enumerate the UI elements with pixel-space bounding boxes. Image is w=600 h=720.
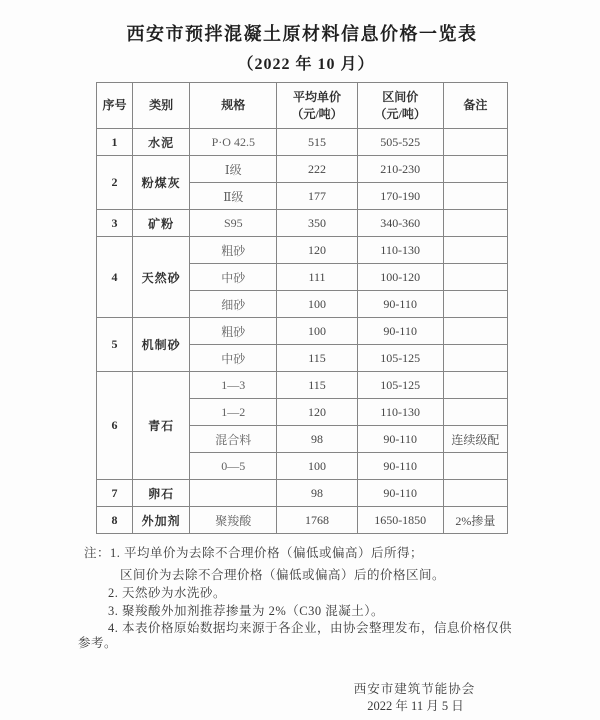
- avg-price-cell: 120: [277, 399, 357, 426]
- range-price-cell: 110-130: [357, 399, 443, 426]
- remark-cell: [443, 183, 507, 210]
- category-cell: 水泥: [133, 129, 190, 156]
- spec-cell: 细砂: [190, 291, 277, 318]
- spec-cell: [190, 480, 277, 507]
- spec-cell: 0—5: [190, 453, 277, 480]
- category-cell: 机制砂: [133, 318, 190, 372]
- table-row: [97, 129, 508, 156]
- col-header-range-price: [357, 83, 443, 129]
- category-cell: 卵石: [133, 480, 190, 507]
- col-header-avg-line2: （元/吨）: [291, 106, 343, 121]
- range-price-cell: 90-110: [357, 453, 443, 480]
- range-price-cell: 505-525: [357, 129, 443, 156]
- col-header-range-line1: 区间价: [382, 90, 419, 105]
- range-price-cell: 110-130: [357, 237, 443, 264]
- avg-price-cell: 1768: [277, 507, 357, 534]
- remark-cell: [443, 156, 507, 183]
- table-row: [97, 318, 508, 345]
- range-price-cell: 340-360: [357, 210, 443, 237]
- remark-cell: [443, 237, 507, 264]
- table-row: [97, 237, 508, 264]
- avg-price-cell: 515: [277, 129, 357, 156]
- note-line-2: 区间价为去除不合理价格（偏低或偏高）后的价格区间。: [120, 568, 446, 582]
- table-row: [97, 210, 508, 237]
- price-table: [96, 82, 508, 534]
- remark-cell: [443, 210, 507, 237]
- index-cell: 8: [97, 507, 133, 534]
- remark-cell: [443, 453, 507, 480]
- table-header-row: [97, 83, 508, 129]
- remark-cell: [443, 291, 507, 318]
- spec-cell: 中砂: [190, 264, 277, 291]
- index-cell: 2: [97, 156, 133, 210]
- table-row: [97, 507, 508, 534]
- avg-price-cell: 100: [277, 318, 357, 345]
- category-cell: 天然砂: [133, 237, 190, 318]
- range-price-cell: 90-110: [357, 291, 443, 318]
- col-header-spec: 规格: [190, 83, 277, 129]
- spec-cell: Ⅰ级: [190, 156, 277, 183]
- remark-cell: [443, 345, 507, 372]
- category-cell: 粉煤灰: [133, 156, 190, 210]
- avg-price-cell: 111: [277, 264, 357, 291]
- avg-price-cell: 222: [277, 156, 357, 183]
- remark-cell: [443, 129, 507, 156]
- remark-cell: [443, 372, 507, 399]
- page-title: 西安市预拌混凝土原材料信息价格一览表: [126, 24, 478, 44]
- range-price-cell: 90-110: [357, 426, 443, 453]
- range-price-cell: 105-125: [357, 345, 443, 372]
- index-cell: 1: [97, 129, 133, 156]
- issue-date: 2022 年 11 月 5 日: [367, 699, 464, 713]
- spec-cell: S95: [190, 210, 277, 237]
- col-header-avg-line1: 平均单价: [292, 90, 341, 105]
- category-cell: 矿粉: [133, 210, 190, 237]
- avg-price-cell: 120: [277, 237, 357, 264]
- spec-cell: 粗砂: [190, 237, 277, 264]
- remark-cell: 连续级配: [443, 426, 507, 453]
- avg-price-cell: 115: [277, 372, 357, 399]
- remark-cell: 2%掺量: [443, 507, 507, 534]
- range-price-cell: 170-190: [357, 183, 443, 210]
- avg-price-cell: 98: [277, 480, 357, 507]
- index-cell: 3: [97, 210, 133, 237]
- range-price-cell: 1650-1850: [357, 507, 443, 534]
- note-line-6: 参考。: [78, 636, 118, 650]
- remark-cell: [443, 399, 507, 426]
- spec-cell: 粗砂: [190, 318, 277, 345]
- note-line-4: 3. 聚羧酸外加剂推荐掺量为 2%（C30 混凝土）。: [108, 604, 385, 618]
- note-line-1: 注：1. 平均单价为去除不合理价格（偏低或偏高）后所得；: [84, 546, 424, 560]
- remark-cell: [443, 264, 507, 291]
- table-row: [97, 156, 508, 183]
- col-header-avg-price: [277, 83, 357, 129]
- index-cell: 5: [97, 318, 133, 372]
- avg-price-cell: 177: [277, 183, 357, 210]
- avg-price-cell: 98: [277, 426, 357, 453]
- col-header-remark: 备注: [443, 83, 507, 129]
- col-header-category: 类别: [133, 83, 190, 129]
- avg-price-cell: 100: [277, 453, 357, 480]
- note-line-3: 2. 天然砂为水洗砂。: [108, 586, 227, 600]
- spec-cell: 1—2: [190, 399, 277, 426]
- spec-cell: 中砂: [190, 345, 277, 372]
- category-cell: 外加剂: [133, 507, 190, 534]
- avg-price-cell: 350: [277, 210, 357, 237]
- spec-cell: Ⅱ级: [190, 183, 277, 210]
- col-header-index: 序号: [97, 83, 133, 129]
- remark-cell: [443, 480, 507, 507]
- spec-cell: 混合料: [190, 426, 277, 453]
- spec-cell: 聚羧酸: [190, 507, 277, 534]
- range-price-cell: 90-110: [357, 480, 443, 507]
- remark-cell: [443, 318, 507, 345]
- range-price-cell: 210-230: [357, 156, 443, 183]
- issuing-organization: 西安市建筑节能协会: [353, 682, 476, 696]
- index-cell: 7: [97, 480, 133, 507]
- avg-price-cell: 100: [277, 291, 357, 318]
- table-row: [97, 372, 508, 399]
- page-subtitle: （2022 年 10 月）: [237, 56, 375, 73]
- note-line-5: 4. 本表价格原始数据均来源于各企业，由协会整理发布，信息价格仅供: [108, 621, 513, 635]
- col-header-range-line2: （元/吨）: [374, 106, 426, 121]
- index-cell: 6: [97, 372, 133, 480]
- spec-cell: P·O 42.5: [190, 129, 277, 156]
- index-cell: 4: [97, 237, 133, 318]
- avg-price-cell: 115: [277, 345, 357, 372]
- range-price-cell: 100-120: [357, 264, 443, 291]
- range-price-cell: 90-110: [357, 318, 443, 345]
- spec-cell: 1—3: [190, 372, 277, 399]
- category-cell: 青石: [133, 372, 190, 480]
- range-price-cell: 105-125: [357, 372, 443, 399]
- table-row: [97, 480, 508, 507]
